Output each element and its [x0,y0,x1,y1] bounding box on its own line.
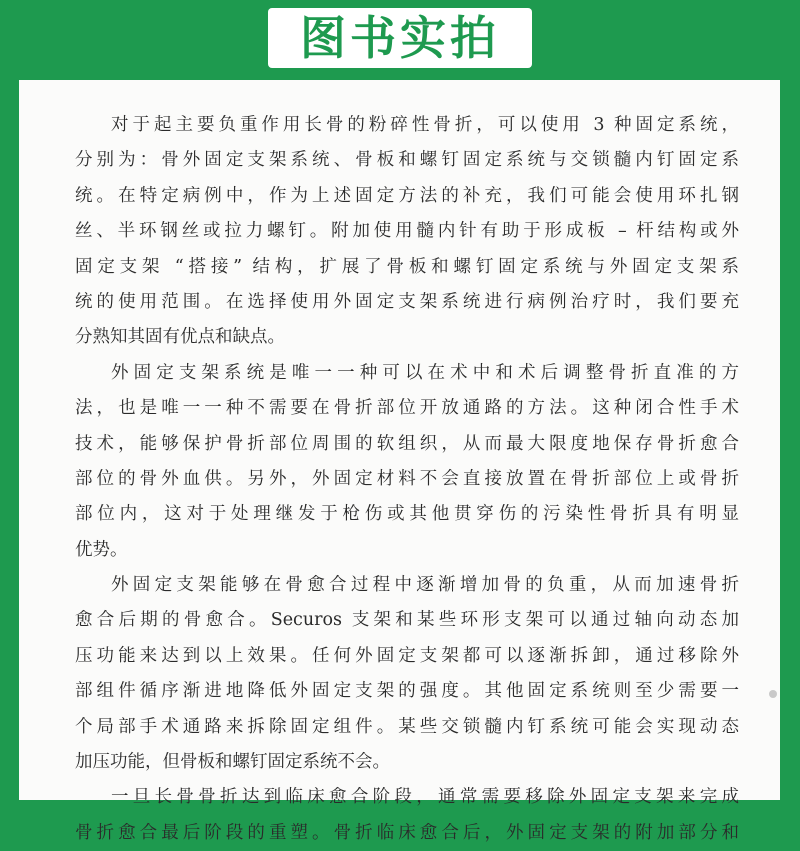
text-line: 优势。 [75,539,128,560]
book-page [19,80,780,843]
text-line: 加压功能，但骨板和螺钉固定系统不会。 [75,752,390,773]
text-line: 分熟知其固有优点和缺点。 [75,327,285,348]
text-line: 外固定支架能够在骨愈合过程中逐渐增加骨的负重，从而加速骨折 [111,575,739,596]
text-line: 个局部手术通路来拆除固定组件。某些交锁髓内钉系统可能会实现动态 [75,716,739,737]
text-line: 压功能来达到以上效果。任何外固定支架都可以逐渐拆卸，通过移除外 [75,645,739,666]
text-line: 统的使用范围。在选择使用外固定支架系统进行病例治疗时，我们要充 [75,291,739,312]
print-speck [769,690,777,698]
book-text [75,108,739,851]
text-line: 愈合后期的骨愈合。Securos 支架和某些环形支架可以通过轴向动态加 [75,610,739,631]
text-line: 部位内，这对于处理继发于枪伤或其他贯穿伤的污染性骨折具有明显 [75,504,739,525]
text-line: 骨折愈合最后阶段的重塑。骨折临床愈合后，外固定支架的附加部分和 [75,822,739,843]
text-line: 部组件循序渐进地降低外固定支架的强度。其他固定系统则至少需要一 [75,681,739,702]
text-line: 外固定支架系统是唯一一种可以在术中和术后调整骨折直准的方 [111,362,739,383]
text-line: 技术，能够保护骨折部位周围的软组织，从而最大限度地保存骨折愈合 [75,433,739,454]
banner [268,8,532,68]
text-line: 固定支架 “搭接” 结构，扩展了骨板和螺钉固定系统与外固定支架系 [75,256,739,277]
banner-title: 图书实拍 [300,11,500,65]
text-line: 丝、半环钢丝或拉力螺钉。附加使用髓内针有助于形成板 – 杆结构或外 [75,221,739,242]
text-line: 法，也是唯一一种不需要在骨折部位开放通路的方法。这种闭合性手术 [75,398,739,419]
text-line: 对于起主要负重作用长骨的粉碎性骨折，可以使用 3 种固定系统， [111,115,739,135]
text-line: 部位的骨外血供。另外，外固定材料不会直接放置在骨折部位上或骨折 [75,468,739,489]
text-line: 统。在特定病例中，作为上述固定方法的补充，我们可能会使用环扎钢 [75,185,739,206]
text-line: 一旦长骨骨折达到临床愈合阶段，通常需要移除外固定支架来完成 [111,787,739,808]
text-line: 分别为：骨外固定支架系统、骨板和螺钉固定系统与交锁髓内钉固定系 [75,150,739,171]
